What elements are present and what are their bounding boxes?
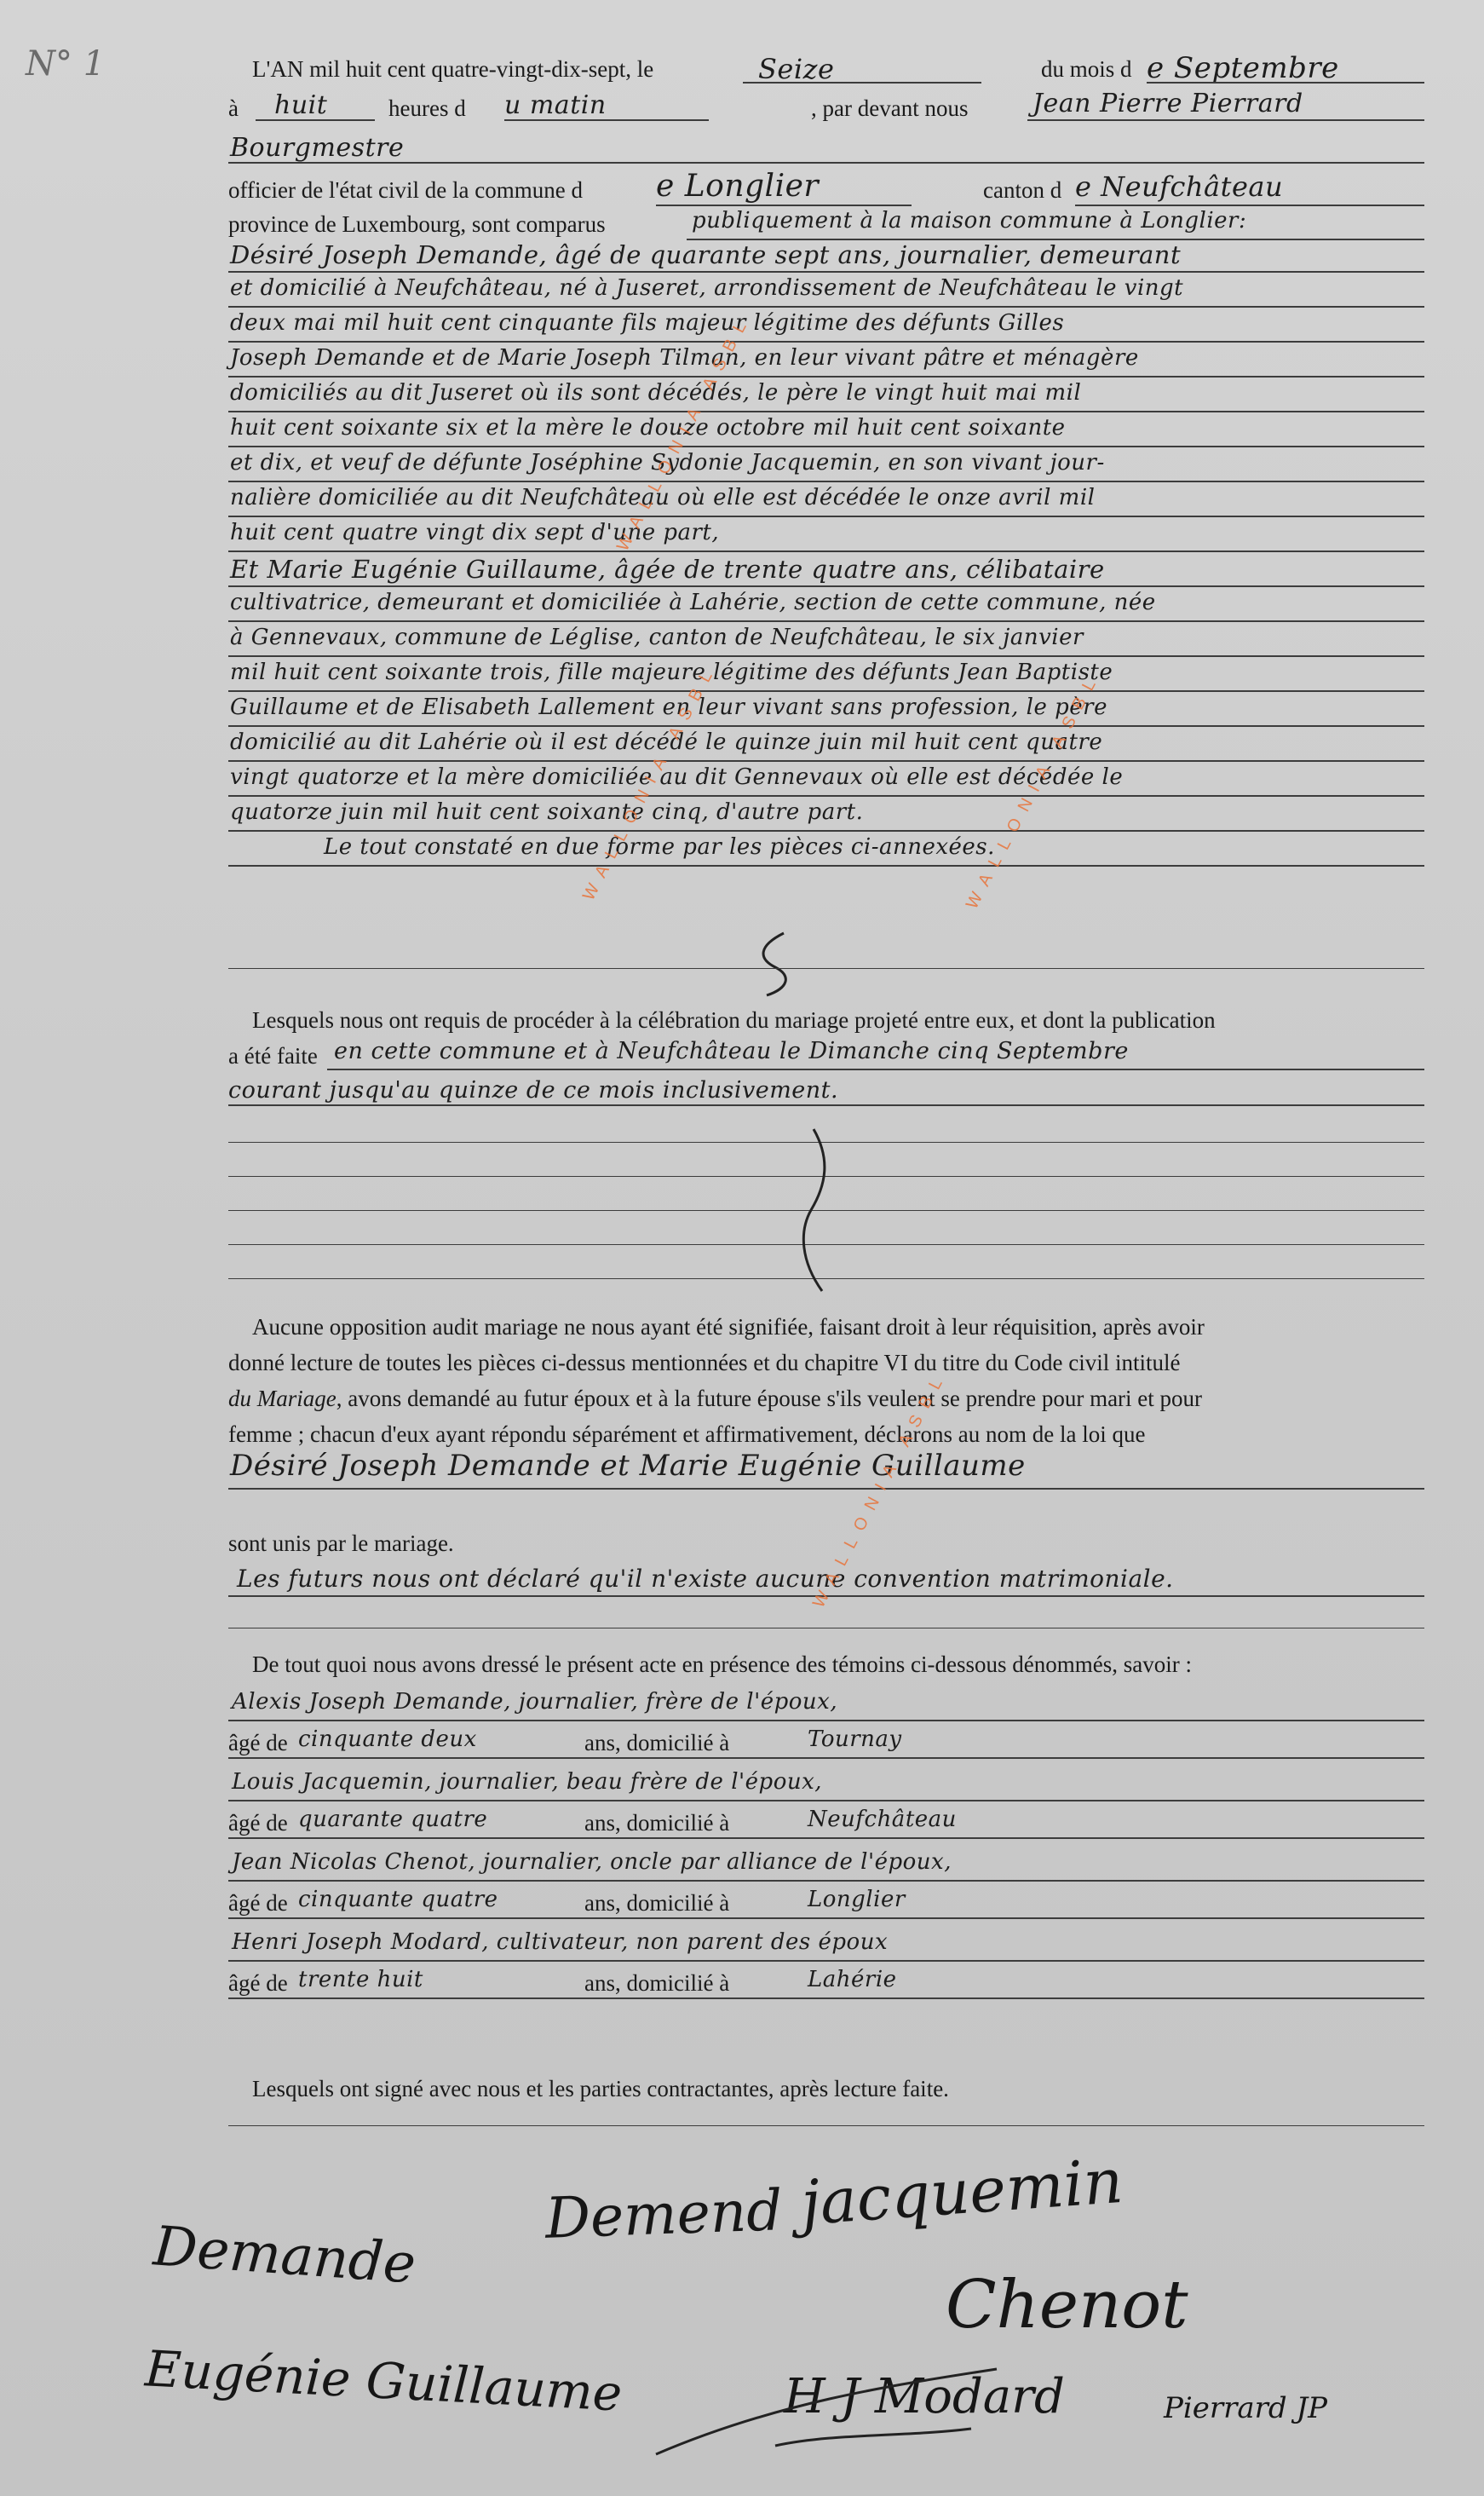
- fill-line: [228, 655, 1424, 657]
- header-hour: huit: [274, 90, 328, 120]
- fill-line: [228, 551, 1424, 552]
- witness-domicile-label: ans, domicilié à: [584, 1810, 730, 1836]
- brace-mark: [750, 929, 809, 997]
- fill-line: [228, 1104, 1424, 1106]
- fill-line: [228, 516, 1424, 517]
- fill-line: [228, 795, 1424, 797]
- fill-line: [228, 1488, 1424, 1490]
- fill-line: [327, 1069, 1424, 1070]
- witness-age-label: âgé de: [228, 1810, 288, 1836]
- fill-line: [228, 830, 1424, 832]
- declaration-line-3: [228, 1386, 1202, 1412]
- header-appearance-place: publiquement à la maison commune à Longlier:: [692, 208, 1247, 233]
- witness-place: Lahérie: [808, 1967, 897, 1992]
- comparant-line: domicilié au dit Lahérie où il est décédé le quinze juin mil huit cent quatre: [230, 729, 1103, 755]
- signature-flourish: [647, 2352, 1005, 2471]
- comparant-line: et dix, et veuf de défunte Joséphine Sydonie Jacquemin, en son vivant jour-: [230, 450, 1105, 476]
- comparant-line: vingt quatorze et la mère domiciliée au dit Gennevaux où elle est décédée le: [230, 764, 1124, 790]
- declaration-line-4: femme ; chacun d'eux ayant répondu séparément et affirmativement, déclarons au nom de la loi que: [228, 1421, 1146, 1447]
- signature-pierrard: Pierrard JP: [1164, 2391, 1327, 2425]
- fill-line: [228, 1757, 1424, 1759]
- comparant-line: Guillaume et de Elisabeth Lallement en leur vivant sans profession, le père: [230, 695, 1107, 720]
- header-commune: e Longlier: [656, 169, 820, 204]
- closing-text: Lesquels ont signé avec nous et les parties contractantes, après lecture faite.: [252, 2076, 949, 2101]
- header-month: e Septembre: [1147, 51, 1339, 85]
- fill-line: [228, 1800, 1424, 1801]
- fill-line: [504, 119, 709, 121]
- comparant-line: domiciliés au dit Juseret où ils sont décédés, le père le vingt huit mai mil: [230, 380, 1082, 406]
- code-title: du Mariage: [228, 1386, 336, 1411]
- header-officer: Jean Pierre Pierrard: [1032, 89, 1303, 118]
- fill-line: [228, 1917, 1424, 1919]
- fill-line: [1147, 82, 1424, 84]
- witness-age-label: âgé de: [228, 1890, 288, 1916]
- witness-name: Jean Nicolas Chenot, journalier, oncle par alliance de l'époux,: [232, 1849, 952, 1875]
- fill-line: [228, 1997, 1424, 1999]
- fill-line: [228, 271, 1424, 273]
- fill-line: [228, 1720, 1424, 1721]
- signature-demande: Demande: [151, 2215, 418, 2297]
- comparant-line: huit cent soixante six et la mère le douze octobre mil huit cent soixante: [230, 415, 1066, 441]
- comparant-line: cultivatrice, demeurant et domiciliée à Lahérie, section de cette commune, née: [230, 590, 1156, 615]
- fill-line: [228, 481, 1424, 482]
- header-hours-text: heures d: [388, 95, 466, 121]
- witness-domicile-label: ans, domicilié à: [584, 1730, 730, 1755]
- witness-name: Alexis Joseph Demande, journalier, frère de l'époux,: [232, 1689, 838, 1715]
- fill-line: [228, 446, 1424, 447]
- comparant-line: huit cent quatre vingt dix sept d'une part,: [230, 520, 720, 545]
- header-period: u matin: [504, 90, 607, 120]
- comparant-line: à Gennevaux, commune de Léglise, canton de Neufchâteau, le six janvier: [230, 625, 1084, 650]
- header-a-text: à: [228, 95, 239, 121]
- witness-place: Longlier: [808, 1887, 906, 1912]
- header-canton: e Neufchâteau: [1075, 170, 1284, 203]
- fill-line: [228, 620, 1424, 622]
- witness-age-label: âgé de: [228, 1730, 288, 1755]
- publication-line-1: Lesquels nous ont requis de procéder à la célébration du mariage projeté entre eux, et dont la publication: [252, 1007, 1216, 1033]
- fill-line: [228, 341, 1424, 343]
- witness-place: Neufchâteau: [808, 1807, 957, 1832]
- witness-age: quarante quatre: [298, 1807, 488, 1832]
- fill-line: [228, 760, 1424, 762]
- declaration-line-6: sont unis par le mariage.: [228, 1530, 454, 1556]
- comparant-line: mil huit cent soixante trois, fille majeure légitime des défunts Jean Baptiste: [230, 660, 1113, 685]
- fill-line: [256, 119, 375, 121]
- publication-place: en cette commune et à Neufchâteau le Dimanche cinq Septembre: [334, 1038, 1129, 1064]
- fill-line: [228, 1837, 1424, 1839]
- brace-mark: [792, 1125, 843, 1295]
- witness-age-label: âgé de: [228, 1970, 288, 1996]
- declaration-line-3-rest: , avons demandé au futur époux et à la future épouse s'ils veulent se prendre pour mari et pour: [336, 1386, 1203, 1411]
- matrimonial-convention: Les futurs nous ont déclaré qu'il n'existe aucune convention matrimoniale.: [237, 1565, 1174, 1593]
- declaration-line-1: Aucune opposition audit mariage ne nous ayant été signifiée, faisant droit à leur réquisition, après avoir: [252, 1314, 1205, 1340]
- signature-modard: H J Modard: [784, 2369, 1065, 2424]
- comparant-line: et domicilié à Neufchâteau, né à Juseret, arrondissement de Neufchâteau le vingt: [230, 275, 1184, 301]
- comparant-line: Joseph Demande et de Marie Joseph Tilman, en leur vivant pâtre et ménagère: [230, 345, 1139, 371]
- fill-line: [228, 2125, 1424, 2126]
- header-year-text: L'AN mil huit cent quatre-vingt-dix-sept, le: [252, 56, 654, 82]
- header-officer-text: officier de l'état civil de la commune d: [228, 177, 583, 203]
- header-devant-text: , par devant nous: [811, 95, 969, 121]
- comparant-line: nalière domiciliée au dit Neufchâteau où elle est décédée le onze avril mil: [230, 485, 1096, 510]
- witness-domicile-label: ans, domicilié à: [584, 1890, 730, 1916]
- header-canton-text: canton d: [983, 177, 1062, 203]
- fill-line: [743, 82, 981, 84]
- fill-line: [228, 1960, 1424, 1962]
- fill-line: [228, 865, 1424, 867]
- comparant-line: Désiré Joseph Demande, âgé de quarante sept ans, journalier, demeurant: [230, 240, 1182, 269]
- fill-line: [228, 376, 1424, 378]
- publication-period: courant jusqu'au quinze de ce mois inclusivement.: [228, 1077, 839, 1104]
- witness-age: trente huit: [298, 1967, 423, 1992]
- signature-demend: Demend: [544, 2177, 784, 2251]
- comparant-line: quatorze juin mil huit cent soixante cinq, d'autre part.: [230, 799, 864, 825]
- watermark: WALLONIA ASBL: [579, 659, 722, 904]
- witness-name: Louis Jacquemin, journalier, beau frère de l'époux,: [232, 1769, 823, 1795]
- watermark: WALLONIA ASBL: [613, 309, 756, 555]
- corner-note: N° 1: [26, 44, 106, 84]
- fill-line: [228, 725, 1424, 727]
- fill-line: [656, 205, 912, 206]
- witness-age: cinquante deux: [298, 1726, 477, 1752]
- fill-line: [228, 968, 1424, 969]
- witnesses-intro: De tout quoi nous avons dressé le présent acte en présence des témoins ci-dessous dénommés, savoir :: [252, 1652, 1192, 1677]
- signature-chenot: Chenot: [946, 2267, 1188, 2343]
- witness-name: Henri Joseph Modard, cultivateur, non parent des époux: [232, 1929, 889, 1955]
- comparant-line: Et Marie Eugénie Guillaume, âgée de trente quatre ans, célibataire: [230, 555, 1105, 584]
- watermark: WALLONIA ASBL: [809, 1366, 952, 1611]
- header-officer-title: Bourgmestre: [230, 133, 405, 163]
- witness-domicile-label: ans, domicilié à: [584, 1970, 730, 1996]
- declaration-line-2: donné lecture de toutes les pièces ci-dessus mentionnées et du chapitre VI du titre du Code civil intitulé: [228, 1350, 1181, 1375]
- comparant-line: Le tout constaté en due forme par les pièces ci-annexées.: [324, 834, 995, 860]
- fill-line: [1027, 119, 1424, 121]
- spouses-names: Désiré Joseph Demande et Marie Eugénie Guillaume: [230, 1449, 1026, 1483]
- comparant-line: deux mai mil huit cent cinquante fils majeur légitime des défunts Gilles: [230, 310, 1065, 336]
- signature-eugenie-guillaume: Eugénie Guillaume: [143, 2339, 624, 2423]
- fill-line: [1075, 205, 1424, 206]
- fill-line: [228, 411, 1424, 412]
- fill-line: [228, 1880, 1424, 1882]
- witness-place: Tournay: [808, 1726, 902, 1752]
- fill-line: [228, 585, 1424, 587]
- watermark: WALLONIA ASBL: [963, 667, 1105, 913]
- publication-line-2-text: a été faite: [228, 1043, 318, 1069]
- fill-line: [228, 162, 1424, 164]
- header-month-text: du mois d: [1041, 56, 1132, 82]
- header-province-text: province de Luxembourg, sont comparus: [228, 211, 606, 237]
- witness-age: cinquante quatre: [298, 1887, 498, 1912]
- fill-line: [228, 690, 1424, 692]
- fill-line: [228, 306, 1424, 308]
- header-day: Seize: [758, 53, 835, 85]
- signature-jacquemin: jacquemin: [798, 2144, 1125, 2239]
